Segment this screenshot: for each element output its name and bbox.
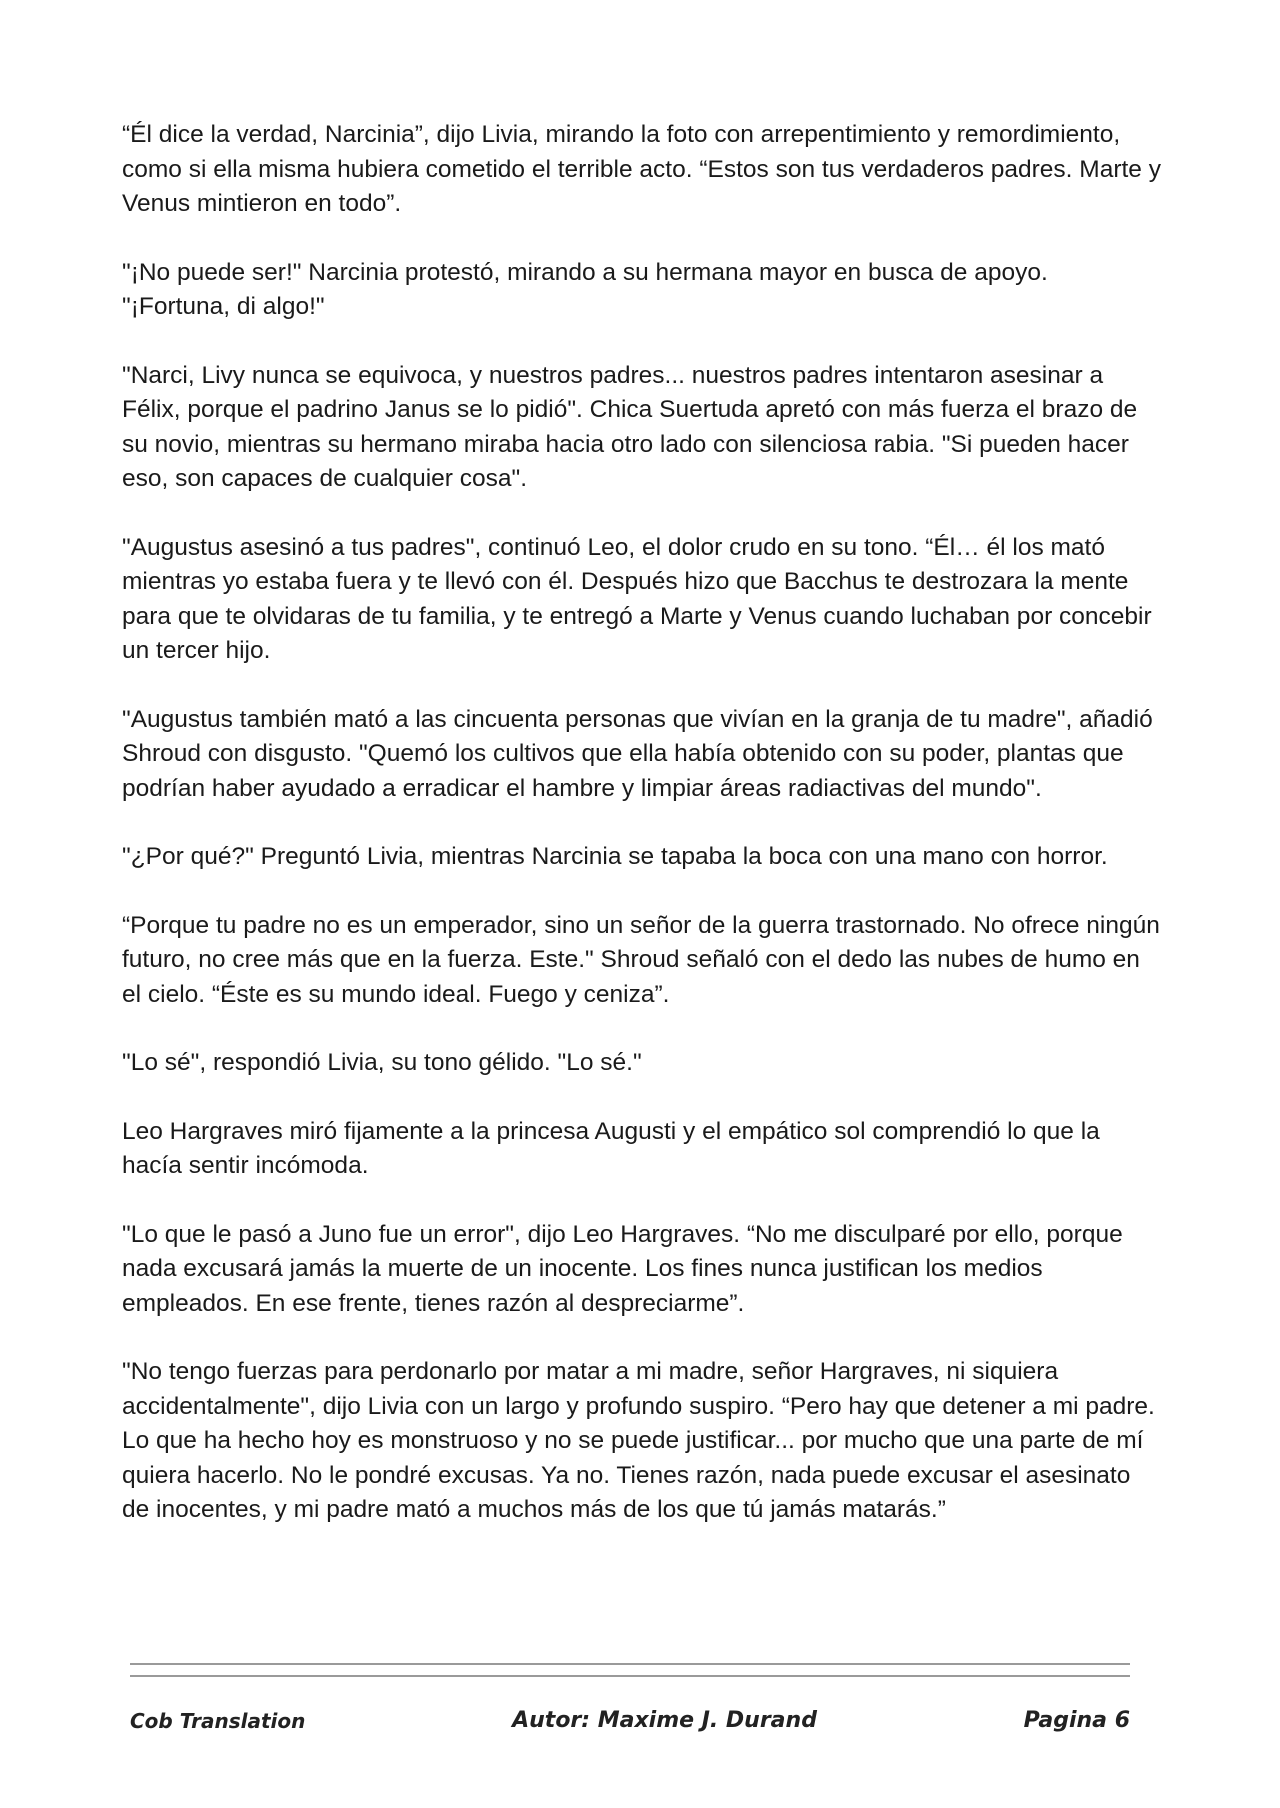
footer-page-number: Pagina 6 — [1023, 1708, 1130, 1733]
footer-rule-bottom — [130, 1675, 1130, 1677]
paragraph: "¿Por qué?" Preguntó Livia, mientras Narcinia se tapaba la boca con una mano con horror. — [122, 843, 1108, 870]
paragraph: "Augustus también mató a las cincuenta personas que vivían en la granja de tu madre", añadió Shroud con disgusto. "Quemó los cultivos que ella había obtenido con su poder, plantas que podrían haber ayudado a erradicar el hambre y limpiar áreas radiactivas del mundo". — [122, 705, 1153, 802]
body-text — [122, 118, 1162, 1562]
paragraph: "Lo que le pasó a Juno fue un error", dijo Leo Hargraves. “No me disculparé por ello, porque nada excusará jamás la muerte de un inocente. Los fines nunca justifican los medios empleados. En ese frente, tienes razón al despreciarme”. — [122, 1220, 1123, 1317]
footer-author: Autor: Maxime J. Durand — [512, 1708, 817, 1733]
footer-divider — [130, 1663, 1130, 1687]
footer-rule-top — [130, 1663, 1130, 1665]
paragraph: “Él dice la verdad, Narcinia”, dijo Livia, mirando la foto con arrepentimiento y remordimiento, como si ella misma hubiera cometido el terrible acto. “Estos son tus verdaderos padres. Marte y Venus mintieron en todo”. — [122, 121, 1161, 217]
paragraph: "Narci, Livy nunca se equivoca, y nuestros padres... nuestros padres intentaron asesinar a Félix, porque el padrino Janus se lo pidió". Chica Suertuda apretó con más fuerza el brazo de su novio, mientras su hermano miraba hacia otro lado con silenciosa rabia. "Si pueden hacer eso, son capaces de cualquier cosa". — [122, 361, 1138, 492]
paragraph: "¡No puede ser!" Narcinia protestó, mirando a su hermana mayor en busca de apoyo. "¡Fortuna, di algo!" — [122, 258, 1048, 320]
paragraph: "No tengo fuerzas para perdonarlo por matar a mi madre, señor Hargraves, ni siquiera accidentalmente", dijo Livia con un largo y profundo suspiro. “Pero hay que detener a mi padre. Lo que ha hecho hoy es monstruoso y no se puede justificar... por mucho que una parte de mí quiera hacerlo. No le pondré excusas. Ya no. Tienes razón, nada puede excusar el asesinato de inocentes, y mi padre mató a muchos más de los que tú jamás matarás.” — [122, 1358, 1155, 1523]
paragraph: Leo Hargraves miró fijamente a la princesa Augusti y el empático sol comprendió lo que la hacía sentir incómoda. — [122, 1117, 1100, 1179]
paragraph: “Porque tu padre no es un emperador, sino un señor de la guerra trastornado. No ofrece ningún futuro, no cree más que en la fuerza. Este." Shroud señaló con el dedo las nubes de humo en el cielo. “Éste es su mundo ideal. Fuego y ceniza”. — [122, 911, 1160, 1008]
paragraph: "Augustus asesinó a tus padres", continuó Leo, el dolor crudo en su tono. “Él… él los mató mientras yo estaba fuera y te llevó con él. Después hizo que Bacchus te destrozara la mente para que te olvidaras de tu familia, y te entregó a Marte y Venus cuando luchaban por concebir un tercer hijo. — [122, 533, 1152, 664]
paragraph: "Lo sé", respondió Livia, su tono gélido. "Lo sé." — [122, 1049, 642, 1076]
page-footer — [130, 1708, 1130, 1733]
footer-translator: Cob Translation — [130, 1708, 306, 1733]
